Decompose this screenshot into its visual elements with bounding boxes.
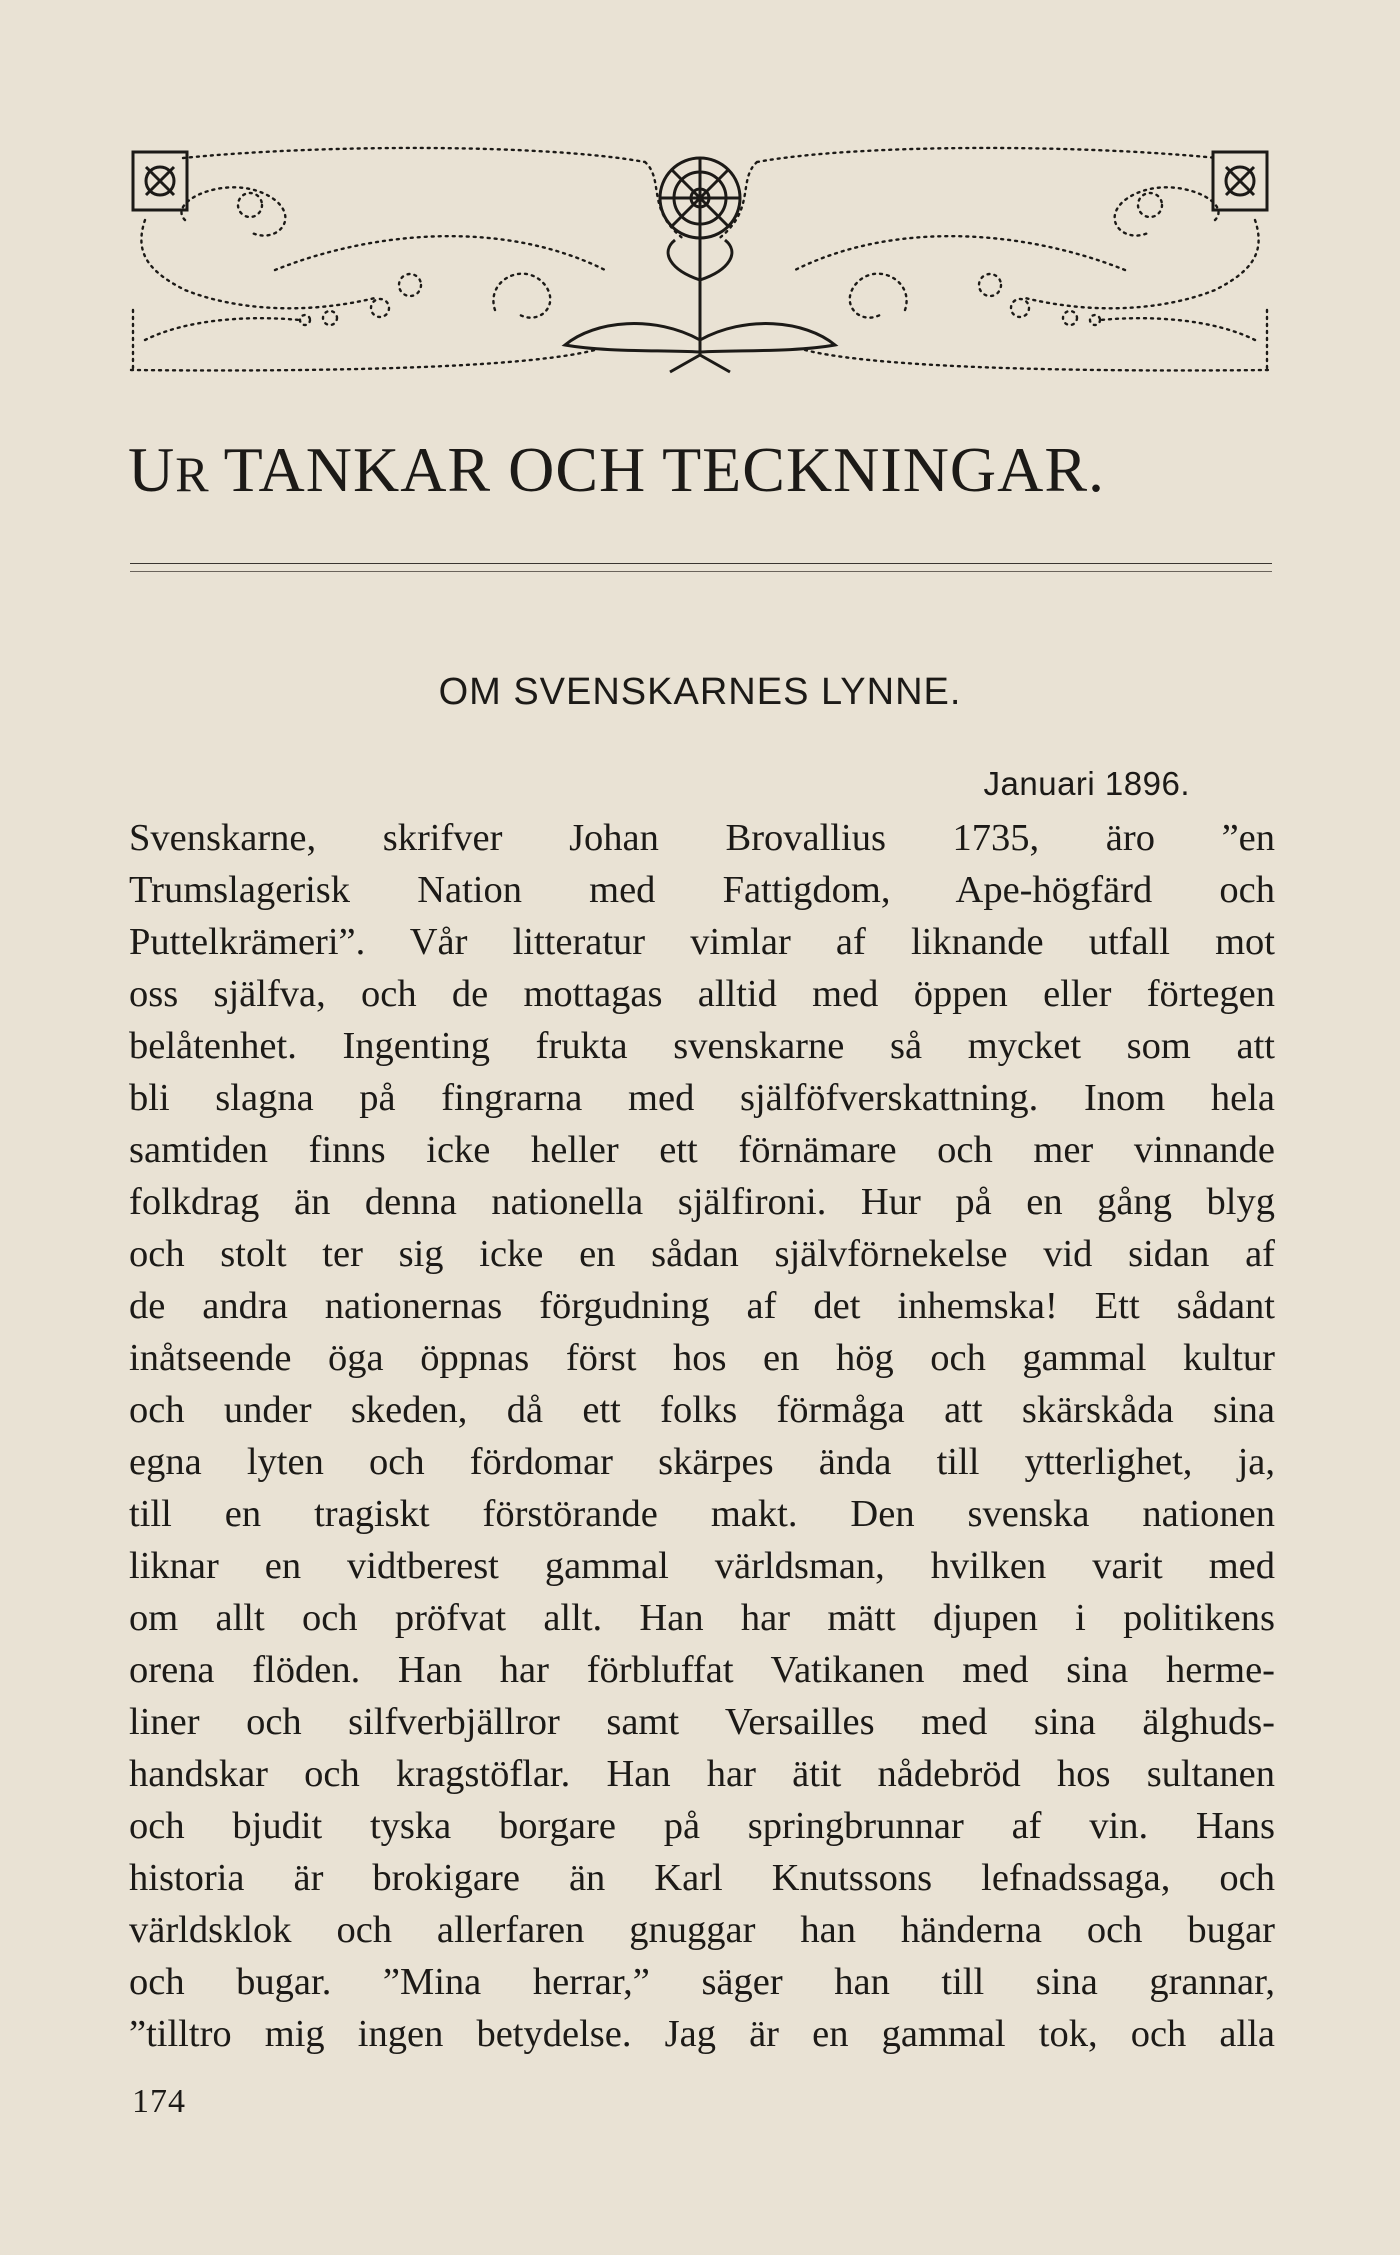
- text-line: Svenskarne, skrifver Johan Brovallius 1735, äro ”en: [129, 817, 1275, 859]
- text-line: och under skeden, då ett folks förmåga att skärskåda sina: [129, 1389, 1275, 1431]
- text-line: ”tilltro mig ingen betydelse. Jag är en gammal tok, och alla: [129, 2013, 1275, 2055]
- title-divider-secondary: [130, 571, 1272, 572]
- text-line: folkdrag än denna nationella själfironi. Hur på en gång blyg: [129, 1181, 1275, 1223]
- text-line: handskar och kragstöflar. Han har ätit nådebröd hos sultanen: [129, 1753, 1275, 1795]
- article-title: OM SVENSKARNES LYNNE.: [438, 671, 962, 713]
- title-divider: [130, 563, 1272, 564]
- page-number: 174: [132, 2083, 186, 2120]
- article-date: Januari 1896.: [983, 765, 1190, 802]
- floral-headpiece-icon: [125, 140, 1275, 380]
- text-line: liner och silfverbjällror samt Versailles med sina älghuds-: [129, 1701, 1275, 1743]
- text-line: liknar en vidtberest gammal världsman, hvilken varit med: [129, 1545, 1275, 1587]
- text-line: Trumslagerisk Nation med Fattigdom, Ape-högfärd och: [129, 869, 1275, 911]
- text-line: belåtenhet. Ingenting frukta svenskarne så mycket som att: [129, 1025, 1275, 1067]
- text-line: de andra nationernas förgudning af det inhemska! Ett sådant: [129, 1285, 1275, 1327]
- text-line: och stolt ter sig icke en sådan självförnekelse vid sidan af: [129, 1233, 1275, 1275]
- text-line: egna lyten och fördomar skärpes ända till ytterlighet, ja,: [129, 1441, 1275, 1483]
- text-line: världsklok och allerfaren gnuggar han händerna och bugar: [129, 1909, 1275, 1951]
- text-line: till en tragiskt förstörande makt. Den svenska nationen: [129, 1493, 1275, 1535]
- title-initial: UR: [128, 434, 210, 505]
- text-line: Puttelkrämeri”. Vår litteratur vimlar af liknande utfall mot: [129, 921, 1275, 963]
- title-rest: TANKAR OCH TECKNINGAR.: [223, 434, 1106, 505]
- article-body: [129, 812, 1275, 2060]
- text-line: oss själfva, och de mottagas alltid med öppen eller förtegen: [129, 973, 1275, 1015]
- page-title: [128, 430, 1278, 514]
- text-line: samtiden finns icke heller ett förnämare och mer vinnande: [129, 1129, 1275, 1171]
- text-line: och bjudit tyska borgare på springbrunnar af vin. Hans: [129, 1805, 1275, 1847]
- text-line: och bugar. ”Mina herrar,” säger han till sina grannar,: [129, 1961, 1275, 2003]
- text-line: inåtseende öga öppnas först hos en hög och gammal kultur: [129, 1337, 1275, 1379]
- text-line: historia är brokigare än Karl Knutssons lefnadssaga, och: [129, 1857, 1275, 1899]
- text-line: bli slagna på fingrarna med själföfverskattning. Inom hela: [129, 1077, 1275, 1119]
- text-line: orena flöden. Han har förbluffat Vatikanen med sina herme-: [129, 1649, 1275, 1691]
- text-line: om allt och pröfvat allt. Han har mätt djupen i politikens: [129, 1597, 1275, 1639]
